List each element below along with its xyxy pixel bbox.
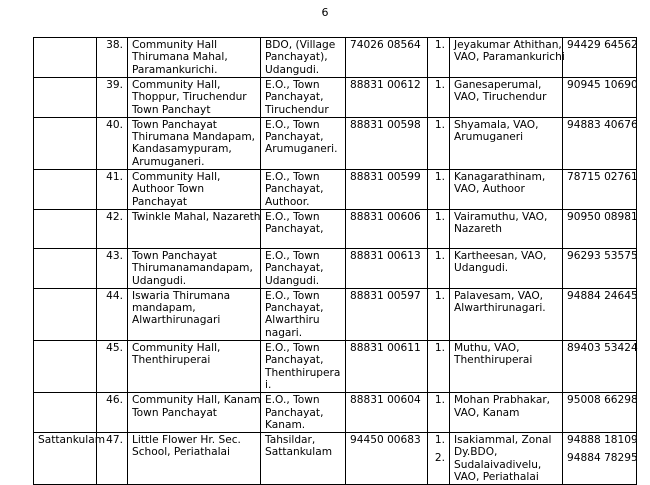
contact-person-cell — [450, 117, 563, 169]
officer-phone-cell — [346, 433, 428, 485]
contact-phone-cell — [563, 248, 637, 288]
polling-place-cell-line: Town Panchayat — [132, 118, 217, 131]
serial-number-cell — [97, 288, 128, 340]
polling-place-cell-line: mandapam, — [132, 302, 196, 315]
contact-person-cell — [450, 433, 563, 485]
officer-phone-cell — [346, 341, 428, 393]
table-row — [34, 248, 637, 288]
officer-cell-line: E.O., Town — [265, 289, 320, 302]
serial-number-cell-line: 44. — [106, 289, 123, 302]
polling-place-cell-line: Authoor Town — [132, 183, 205, 196]
officer-phone-cell — [346, 288, 428, 340]
block-cell — [34, 209, 97, 248]
officer-cell-line: i. — [265, 378, 272, 391]
block-cell — [34, 170, 97, 210]
serial-number-cell-line: 45. — [106, 342, 123, 355]
officer-cell-line: Udangudi. — [265, 274, 320, 287]
officer-cell-line: Tiruchendur — [265, 103, 329, 116]
block-cell — [34, 341, 97, 393]
contact-index-cell-line: 1. — [434, 342, 445, 355]
contact-person-cell-line: Nazareth — [454, 223, 502, 236]
officer-phone-cell-line: 88831 00612 — [350, 79, 421, 91]
contact-index-cell — [428, 209, 450, 248]
contact-phone-cell-line: 90945 10690 — [567, 79, 638, 91]
contact-phone-cell-line: 94888 18109 — [567, 434, 638, 447]
contact-index-cell-line: 1. — [434, 39, 445, 51]
contact-person-cell — [450, 393, 563, 433]
contact-phone-cell — [563, 170, 637, 210]
officer-cell-line: Alwarthiru — [265, 314, 320, 327]
contact-index-cell-line: 1. — [434, 434, 445, 447]
table-row — [34, 78, 637, 118]
polling-place-cell — [128, 248, 261, 288]
polling-place-cell-line: Town Panchayat — [132, 249, 217, 262]
officer-phone-cell — [346, 248, 428, 288]
officer-cell — [261, 341, 346, 393]
contact-phone-cell — [563, 433, 637, 485]
polling-place-cell-line: Thirumana Mahal, — [132, 51, 228, 64]
polling-place-cell-line: Arumuganeri. — [132, 155, 205, 168]
contact-person-cell-line: VAO, Authoor — [454, 183, 525, 196]
officer-cell-line: BDO, (Village — [265, 39, 336, 51]
contact-person-cell-line: Ganesaperumal, — [454, 79, 542, 91]
block-cell — [34, 248, 97, 288]
serial-number-cell-line: 47. — [106, 434, 123, 447]
contact-person-cell-line: VAO, Paramankurichi — [454, 51, 565, 64]
contact-phone-cell — [563, 288, 637, 340]
contact-index-cell — [428, 393, 450, 433]
contact-person-cell-line: Shyamala, VAO, — [454, 118, 539, 131]
serial-number-cell-line: 39. — [106, 79, 123, 91]
contact-phone-cell — [563, 341, 637, 393]
polling-place-cell — [128, 170, 261, 210]
contact-index-cell-line: 1. — [434, 394, 445, 407]
table-row — [34, 433, 637, 485]
serial-number-cell — [97, 341, 128, 393]
serial-number-cell — [97, 209, 128, 248]
officer-cell-line: E.O., Town — [265, 118, 320, 131]
table-row — [34, 393, 637, 433]
polling-place-cell-line: Community Hall, — [132, 342, 221, 355]
officer-phone-cell-line: 88831 00604 — [350, 394, 421, 407]
officer-cell-line: Authoor. — [265, 195, 310, 208]
polling-place-cell — [128, 117, 261, 169]
polling-place-cell-line: Udangudi. — [132, 274, 187, 287]
serial-number-cell-line: 46. — [106, 394, 123, 407]
table-body — [34, 38, 637, 485]
officer-cell-line: Udangudi. — [265, 63, 320, 76]
contact-person-cell — [450, 248, 563, 288]
contact-index-cell-line: 1. — [434, 118, 445, 131]
table-row — [34, 170, 637, 210]
polling-place-cell-line: Panchayat — [132, 195, 188, 208]
serial-number-cell — [97, 38, 128, 78]
polling-officials-table — [33, 37, 637, 485]
contact-phone-cell — [563, 117, 637, 169]
officer-phone-cell — [346, 117, 428, 169]
contact-index-cell — [428, 117, 450, 169]
contact-person-cell — [450, 38, 563, 78]
polling-place-cell-line: Community Hall, Kanam — [132, 394, 261, 407]
contact-person-cell-line: Mohan Prabhakar, — [454, 394, 551, 407]
polling-place-cell-line: Town Panchayat — [132, 406, 217, 419]
contact-person-cell-line: VAO, Kanam — [454, 406, 520, 419]
block-cell — [34, 288, 97, 340]
contact-index-cell-line: 1. — [434, 171, 445, 184]
contact-person-cell-line: Udangudi. — [454, 262, 509, 275]
serial-number-cell-line: 41. — [106, 171, 123, 184]
officer-cell-line: E.O., Town — [265, 249, 320, 262]
contact-index-cell-line: 1. — [434, 289, 445, 302]
officer-phone-cell — [346, 38, 428, 78]
contact-phone-cell — [563, 393, 637, 433]
polling-place-cell — [128, 433, 261, 485]
table-row — [34, 341, 637, 393]
contact-phone-cell-line: 94884 78295 — [567, 452, 638, 465]
contact-index-cell-line: 1. — [434, 79, 445, 91]
contact-person-cell — [450, 209, 563, 248]
serial-number-cell — [97, 170, 128, 210]
contact-person-cell-line: Muthu, VAO, — [454, 342, 520, 355]
officer-phone-cell-line: 88831 00599 — [350, 171, 421, 184]
contact-person-cell-line: Dy.BDO, — [454, 446, 498, 459]
contact-person-cell-line: VAO, Periathalai — [454, 471, 539, 484]
polling-place-cell-line: Thenthiruperai — [132, 354, 211, 367]
polling-place-cell-line: Community Hall — [132, 39, 218, 51]
contact-person-cell-line: Alwarthirunagari. — [454, 302, 546, 315]
block-cell — [34, 393, 97, 433]
contact-phone-cell-line: 78715 02761 — [567, 171, 638, 184]
contact-person-cell-line: Kartheesan, VAO, — [454, 249, 547, 262]
contact-phone-cell-line: 94884 24645 — [567, 289, 638, 302]
block-cell — [34, 117, 97, 169]
polling-place-cell — [128, 38, 261, 78]
serial-number-cell-line: 42. — [106, 210, 123, 223]
officer-cell — [261, 288, 346, 340]
officer-phone-cell — [346, 170, 428, 210]
polling-place-cell-line: Twinkle Mahal, Nazareth — [132, 210, 261, 223]
polling-place-cell-line: Alwarthirunagari — [132, 314, 221, 327]
officer-cell-line: Panchayat, — [265, 131, 324, 144]
block-cell — [34, 78, 97, 118]
officer-phone-cell-line: 88831 00613 — [350, 249, 421, 262]
officer-cell — [261, 117, 346, 169]
contact-person-cell — [450, 341, 563, 393]
officer-cell-line: Panchayat, — [265, 223, 324, 236]
contact-person-cell-line: Arumuganeri — [454, 131, 524, 144]
table-row — [34, 209, 637, 248]
polling-place-cell — [128, 288, 261, 340]
polling-place-cell-line: Community Hall, — [132, 79, 221, 91]
officer-cell-line: E.O., Town — [265, 79, 320, 91]
polling-place-cell-line: Thoppur, Tiruchendur — [132, 91, 247, 104]
serial-number-cell — [97, 78, 128, 118]
officer-cell — [261, 433, 346, 485]
officer-phone-cell — [346, 78, 428, 118]
contact-person-cell — [450, 170, 563, 210]
contact-index-cell — [428, 288, 450, 340]
table-row — [34, 117, 637, 169]
officer-cell — [261, 393, 346, 433]
polling-place-cell-line: Thirumanamandapam, — [132, 262, 253, 275]
officer-cell-line: Tahsildar, — [265, 434, 316, 447]
officer-cell-line: Thenthirupera — [265, 366, 341, 379]
officer-phone-cell-line: 88831 00597 — [350, 289, 421, 302]
officer-cell — [261, 38, 346, 78]
block-cell-line: Sattankulam — [38, 434, 106, 447]
polling-place-cell — [128, 341, 261, 393]
officer-cell-line: Panchayat, — [265, 91, 324, 104]
officer-cell-line: Kanam. — [265, 418, 306, 431]
contact-person-cell-line: Sudalaivadivelu, — [454, 458, 542, 471]
officer-cell-line: nagari. — [265, 326, 303, 339]
table-row — [34, 288, 637, 340]
contact-phone-cell — [563, 78, 637, 118]
contact-index-cell-line: 1. — [434, 249, 445, 262]
officer-phone-cell — [346, 209, 428, 248]
contact-phone-cell-line: 95008 66298 — [567, 394, 638, 407]
officer-cell-line: Panchayat, — [265, 302, 324, 315]
polling-place-cell-line: Paramankurichi. — [132, 63, 218, 76]
serial-number-cell-line: 38. — [106, 39, 123, 51]
serial-number-cell-line: 43. — [106, 249, 123, 262]
contact-phone-cell-line: 94429 64562 — [567, 39, 638, 51]
contact-person-cell-line: Kanagarathinam, — [454, 171, 546, 184]
officer-cell-line: Panchayat, — [265, 354, 324, 367]
officer-phone-cell-line: 88831 00598 — [350, 118, 421, 131]
polling-place-cell-line: Iswaria Thirumana — [132, 289, 231, 302]
polling-place-cell — [128, 78, 261, 118]
polling-place-cell — [128, 393, 261, 433]
officer-cell-line: E.O., Town — [265, 171, 320, 184]
contact-index-cell-line: 2. — [434, 452, 445, 465]
contact-person-cell — [450, 288, 563, 340]
contact-person-cell-line: Thenthiruperai — [454, 354, 533, 367]
officer-phone-cell-line: 88831 00606 — [350, 210, 421, 223]
contact-person-cell-line: Jeyakumar Athithan, — [454, 39, 562, 51]
officer-cell-line: E.O., Town — [265, 210, 320, 223]
polling-place-cell-line: Kandasamypuram, — [132, 143, 232, 156]
officer-phone-cell-line: 74026 08564 — [350, 39, 421, 51]
polling-place-cell-line: School, Periathalai — [132, 446, 230, 459]
contact-index-cell — [428, 170, 450, 210]
contact-index-cell — [428, 78, 450, 118]
officer-cell-line: Arumuganeri. — [265, 143, 338, 156]
officer-cell-line: Panchayat), — [265, 51, 328, 64]
officer-cell-line: E.O., Town — [265, 342, 320, 355]
serial-number-cell-line: 40. — [106, 118, 123, 131]
serial-number-cell — [97, 393, 128, 433]
officer-phone-cell-line: 88831 00611 — [350, 342, 421, 355]
contact-phone-cell-line: 90950 08981 — [567, 210, 638, 223]
page-number: 6 — [321, 6, 329, 19]
officer-cell-line: Panchayat, — [265, 406, 324, 419]
officer-cell-line: Panchayat, — [265, 262, 324, 275]
officer-cell — [261, 78, 346, 118]
contact-person-cell-line: Isakiammal, Zonal — [454, 434, 552, 447]
officer-cell — [261, 248, 346, 288]
contact-index-cell — [428, 341, 450, 393]
officer-cell — [261, 170, 346, 210]
contact-phone-cell — [563, 209, 637, 248]
block-cell — [34, 433, 106, 485]
officer-cell-line: Panchayat, — [265, 183, 324, 196]
contact-phone-cell — [563, 38, 637, 78]
polling-place-cell-line: Town Panchayt — [132, 103, 211, 116]
contact-index-cell — [428, 38, 450, 78]
polling-place-cell-line: Little Flower Hr. Sec. — [132, 434, 241, 447]
contact-phone-cell-line: 96293 53575 — [567, 249, 638, 262]
polling-place-cell-line: Community Hall, — [132, 171, 221, 184]
contact-phone-cell-line: 94883 40676 — [567, 118, 638, 131]
contact-index-cell — [428, 433, 450, 485]
serial-number-cell — [97, 117, 128, 169]
contact-index-cell — [428, 248, 450, 288]
block-cell — [34, 38, 97, 78]
contact-person-cell-line: VAO, Tiruchendur — [454, 91, 547, 104]
table-row — [34, 38, 637, 78]
contact-phone-cell-line: 89403 53424 — [567, 342, 638, 355]
polling-place-cell — [128, 209, 261, 248]
officer-cell — [261, 209, 346, 248]
contact-person-cell-line: Palavesam, VAO, — [454, 289, 544, 302]
officer-phone-cell — [346, 393, 428, 433]
contact-person-cell-line: Vairamuthu, VAO, — [454, 210, 548, 223]
polling-place-cell-line: Thirumana Mandapam, — [132, 131, 256, 144]
contact-index-cell-line: 1. — [434, 210, 445, 223]
contact-person-cell — [450, 78, 563, 118]
officer-phone-cell-line: 94450 00683 — [350, 434, 421, 447]
officer-cell-line: Sattankulam — [265, 446, 333, 459]
serial-number-cell — [97, 248, 128, 288]
officer-cell-line: E.O., Town — [265, 394, 320, 407]
